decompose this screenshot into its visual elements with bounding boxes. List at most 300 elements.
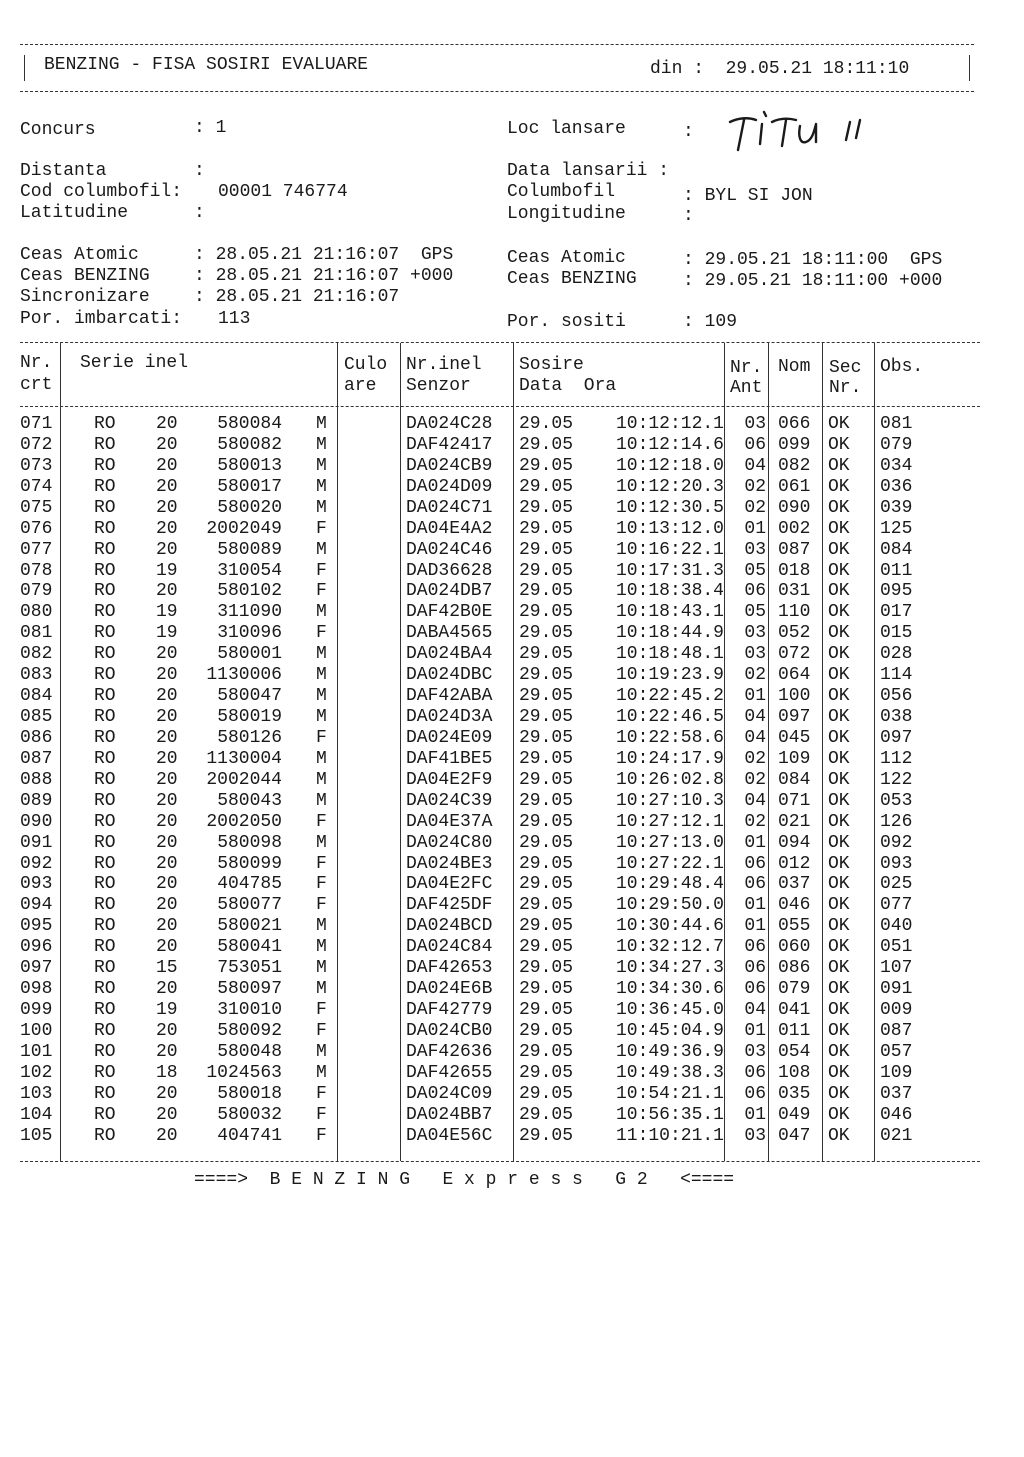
cell-sex: F xyxy=(316,1020,327,1041)
cell-nom: 041 xyxy=(778,1000,811,1021)
table-row xyxy=(0,602,1024,623)
table-row xyxy=(0,414,1024,435)
handwritten-location-signature xyxy=(726,108,886,158)
cell-nom: 064 xyxy=(778,665,811,686)
cell-sensor-id: DA024C80 xyxy=(406,832,493,853)
cell-arrival-date: 29.05 xyxy=(519,539,574,560)
table-top-rule xyxy=(20,342,980,343)
cell-nr-ant: 06 xyxy=(744,434,766,455)
cell-year: 20 xyxy=(156,937,178,958)
cell-sex: M xyxy=(316,539,327,560)
table-row xyxy=(0,644,1024,665)
cell-nom: 097 xyxy=(778,707,811,728)
cell-sec-nr: OK xyxy=(828,497,850,518)
cell-nr-crt: 094 xyxy=(20,895,53,916)
cell-arrival-date: 29.05 xyxy=(519,727,574,748)
cell-sex: F xyxy=(316,727,327,748)
cell-country: RO xyxy=(94,434,116,455)
cell-sensor-id: DA04E56C xyxy=(406,1125,493,1146)
cell-country: RO xyxy=(94,790,116,811)
cell-sec-nr: OK xyxy=(828,1083,850,1104)
cell-nr-ant: 06 xyxy=(744,874,766,895)
cell-arrival-date: 29.05 xyxy=(519,874,574,895)
cell-sex: F xyxy=(316,623,327,644)
cell-obs: 092 xyxy=(880,832,913,853)
cell-nom: 021 xyxy=(778,811,811,832)
cell-sec-nr: OK xyxy=(828,644,850,665)
cell-nr-ant: 05 xyxy=(744,560,766,581)
cell-nom: 100 xyxy=(778,686,811,707)
table-row xyxy=(0,728,1024,749)
cell-nr-ant: 01 xyxy=(744,895,766,916)
table-row xyxy=(0,456,1024,477)
cell-arrival-time: 11:10:21.1 xyxy=(615,1125,724,1146)
cell-arrival-date: 29.05 xyxy=(519,895,574,916)
cell-ring-number: 580019 xyxy=(217,707,282,728)
cell-country: RO xyxy=(94,853,116,874)
cell-arrival-time: 10:34:30.6 xyxy=(615,979,724,1000)
cell-country: RO xyxy=(94,581,116,602)
cell-nr-ant: 03 xyxy=(744,1041,766,1062)
cell-obs: 034 xyxy=(880,455,913,476)
document-title: BENZING - FISA SOSIRI EVALUARE xyxy=(44,55,369,75)
cell-sec-nr: OK xyxy=(828,686,850,707)
cell-nom: 047 xyxy=(778,1125,811,1146)
cell-sex: F xyxy=(316,1083,327,1104)
table-row xyxy=(0,979,1024,1000)
cell-year: 20 xyxy=(156,1083,178,1104)
cell-sensor-id: DA04E2FC xyxy=(406,874,493,895)
cell-nom: 049 xyxy=(778,1104,811,1125)
cell-sex: M xyxy=(316,790,327,811)
cell-obs: 097 xyxy=(880,727,913,748)
cell-year: 19 xyxy=(156,1000,178,1021)
cell-nr-ant: 02 xyxy=(744,748,766,769)
cell-sensor-id: DA024BCD xyxy=(406,916,493,937)
cell-arrival-date: 29.05 xyxy=(519,1020,574,1041)
cell-year: 20 xyxy=(156,1041,178,1062)
cell-obs: 025 xyxy=(880,874,913,895)
table-row xyxy=(0,749,1024,770)
cell-nom: 011 xyxy=(778,1020,811,1041)
cell-obs: 015 xyxy=(880,623,913,644)
cell-year: 20 xyxy=(156,1125,178,1146)
cell-nr-crt: 088 xyxy=(20,769,53,790)
cell-country: RO xyxy=(94,1041,116,1062)
table-row xyxy=(0,937,1024,958)
cell-nom: 071 xyxy=(778,790,811,811)
cell-year: 20 xyxy=(156,727,178,748)
cell-nom: 082 xyxy=(778,455,811,476)
col-header-nr-line1: Nr. xyxy=(20,353,53,373)
cell-nr-crt: 074 xyxy=(20,476,53,497)
cell-nom: 046 xyxy=(778,895,811,916)
col-header-culoare-line2: are xyxy=(344,376,377,396)
cell-ring-number: 404785 xyxy=(217,874,282,895)
cell-arrival-time: 10:49:36.9 xyxy=(615,1041,724,1062)
cell-arrival-date: 29.05 xyxy=(519,916,574,937)
cell-sec-nr: OK xyxy=(828,1104,850,1125)
cell-arrival-date: 29.05 xyxy=(519,1041,574,1062)
cell-arrival-time: 10:18:43.1 xyxy=(615,602,724,623)
cell-nr-ant: 06 xyxy=(744,1083,766,1104)
cell-sensor-id: DAF42636 xyxy=(406,1041,493,1062)
cell-year: 15 xyxy=(156,958,178,979)
concurs-value: : 1 xyxy=(194,118,227,138)
cell-sec-nr: OK xyxy=(828,1041,850,1062)
cell-year: 20 xyxy=(156,1020,178,1041)
cell-nom: 061 xyxy=(778,476,811,497)
ceas-benzing-departure-label: Ceas BENZING xyxy=(20,266,150,286)
report-datetime-label: din : xyxy=(650,59,705,79)
cell-obs: 114 xyxy=(880,665,913,686)
cell-arrival-date: 29.05 xyxy=(519,1062,574,1083)
footer-banner: ====> B E N Z I N G E x p r e s s G 2 <==== xyxy=(194,1170,735,1190)
table-row xyxy=(0,791,1024,812)
cell-nr-ant: 06 xyxy=(744,581,766,602)
cell-year: 20 xyxy=(156,665,178,686)
cell-obs: 036 xyxy=(880,476,913,497)
cell-ring-number: 580098 xyxy=(217,832,282,853)
cell-country: RO xyxy=(94,665,116,686)
cell-sec-nr: OK xyxy=(828,707,850,728)
cell-nr-ant: 02 xyxy=(744,769,766,790)
data-lansarii-label: Data lansarii : xyxy=(507,161,670,181)
cell-sec-nr: OK xyxy=(828,1062,850,1083)
table-row xyxy=(0,1042,1024,1063)
cell-country: RO xyxy=(94,1104,116,1125)
cell-nr-crt: 089 xyxy=(20,790,53,811)
cell-ring-number: 753051 xyxy=(217,958,282,979)
cell-sex: F xyxy=(316,581,327,602)
cell-nom: 110 xyxy=(778,602,811,623)
cell-sec-nr: OK xyxy=(828,895,850,916)
ceas-benzing-arrival-label: Ceas BENZING xyxy=(507,269,637,289)
cell-nom: 109 xyxy=(778,748,811,769)
cell-nr-crt: 092 xyxy=(20,853,53,874)
cell-obs: 028 xyxy=(880,644,913,665)
cell-sensor-id: DAF41BE5 xyxy=(406,748,493,769)
cell-arrival-time: 10:29:50.0 xyxy=(615,895,724,916)
cell-nr-ant: 01 xyxy=(744,1020,766,1041)
cell-country: RO xyxy=(94,895,116,916)
distanta-label: Distanta xyxy=(20,161,107,181)
cell-nom: 002 xyxy=(778,518,811,539)
col-header-nom: Nom xyxy=(778,357,811,377)
cell-sec-nr: OK xyxy=(828,434,850,455)
cell-year: 20 xyxy=(156,707,178,728)
cell-ring-number: 580032 xyxy=(217,1104,282,1125)
table-row xyxy=(0,1021,1024,1042)
cell-arrival-date: 29.05 xyxy=(519,518,574,539)
cell-nr-ant: 03 xyxy=(744,414,766,434)
cell-nr-ant: 01 xyxy=(744,686,766,707)
cell-nom: 079 xyxy=(778,979,811,1000)
cell-obs: 091 xyxy=(880,979,913,1000)
cell-nr-ant: 01 xyxy=(744,916,766,937)
cell-obs: 053 xyxy=(880,790,913,811)
cell-sensor-id: DA024C39 xyxy=(406,790,493,811)
cell-obs: 112 xyxy=(880,748,913,769)
cell-country: RO xyxy=(94,686,116,707)
cell-nr-ant: 05 xyxy=(744,602,766,623)
cell-nr-crt: 100 xyxy=(20,1020,53,1041)
cell-year: 20 xyxy=(156,790,178,811)
cell-year: 20 xyxy=(156,644,178,665)
cell-nom: 084 xyxy=(778,769,811,790)
cell-sex: M xyxy=(316,434,327,455)
cell-sec-nr: OK xyxy=(828,916,850,937)
cell-arrival-date: 29.05 xyxy=(519,769,574,790)
cell-nom: 094 xyxy=(778,832,811,853)
cell-sensor-id: DAF42B0E xyxy=(406,602,493,623)
cell-obs: 079 xyxy=(880,434,913,455)
cell-country: RO xyxy=(94,644,116,665)
cell-arrival-date: 29.05 xyxy=(519,560,574,581)
cell-arrival-time: 10:27:22.1 xyxy=(615,853,724,874)
cell-country: RO xyxy=(94,414,116,434)
table-row xyxy=(0,623,1024,644)
cell-sex: F xyxy=(316,1000,327,1021)
table-row xyxy=(0,1126,1024,1147)
cell-year: 20 xyxy=(156,916,178,937)
cell-nr-crt: 093 xyxy=(20,874,53,895)
ceas-atomic-departure-value: : 28.05.21 21:16:07 GPS xyxy=(194,245,454,265)
cell-obs: 039 xyxy=(880,497,913,518)
cell-sex: M xyxy=(316,1041,327,1062)
table-row xyxy=(0,1000,1024,1021)
cell-nr-crt: 078 xyxy=(20,560,53,581)
cell-nr-ant: 02 xyxy=(744,665,766,686)
cell-sec-nr: OK xyxy=(828,832,850,853)
cell-sex: F xyxy=(316,811,327,832)
table-row xyxy=(0,540,1024,561)
cod-columbofil-value: 00001 746774 xyxy=(218,182,348,202)
cell-arrival-date: 29.05 xyxy=(519,1125,574,1146)
columbofil-value: : BYL SI JON xyxy=(683,186,813,206)
cell-country: RO xyxy=(94,811,116,832)
cell-sec-nr: OK xyxy=(828,1000,850,1021)
cell-nr-ant: 03 xyxy=(744,644,766,665)
cell-ring-number: 2002044 xyxy=(206,769,282,790)
cell-year: 20 xyxy=(156,414,178,434)
cell-arrival-time: 10:18:44.9 xyxy=(615,623,724,644)
cell-sensor-id: DA04E4A2 xyxy=(406,518,493,539)
table-row xyxy=(0,958,1024,979)
cell-nom: 037 xyxy=(778,874,811,895)
table-row xyxy=(0,435,1024,456)
cell-nr-crt: 081 xyxy=(20,623,53,644)
cell-country: RO xyxy=(94,874,116,895)
cell-arrival-date: 29.05 xyxy=(519,811,574,832)
ceas-benzing-departure-value: : 28.05.21 21:16:07 +000 xyxy=(194,266,454,286)
cell-country: RO xyxy=(94,455,116,476)
cell-country: RO xyxy=(94,1020,116,1041)
cell-ring-number: 580099 xyxy=(217,853,282,874)
cell-nr-crt: 079 xyxy=(20,581,53,602)
table-header-rule xyxy=(20,406,980,407)
cell-ring-number: 311090 xyxy=(217,602,282,623)
cell-sex: M xyxy=(316,748,327,769)
ceas-atomic-arrival-value: : 29.05.21 18:11:00 GPS xyxy=(683,250,943,270)
cell-nr-ant: 06 xyxy=(744,1062,766,1083)
cell-country: RO xyxy=(94,1125,116,1146)
cell-country: RO xyxy=(94,916,116,937)
cell-nr-crt: 083 xyxy=(20,665,53,686)
cell-nr-ant: 06 xyxy=(744,979,766,1000)
cell-nr-crt: 082 xyxy=(20,644,53,665)
col-header-sec-line1: Sec xyxy=(829,358,862,378)
cell-nr-ant: 04 xyxy=(744,790,766,811)
cell-sex: M xyxy=(316,979,327,1000)
cell-obs: 084 xyxy=(880,539,913,560)
cell-arrival-time: 10:19:23.9 xyxy=(615,665,724,686)
cell-arrival-date: 29.05 xyxy=(519,790,574,811)
col-header-ant-line1: Nr. xyxy=(730,358,763,378)
cell-obs: 056 xyxy=(880,686,913,707)
cell-ring-number: 404741 xyxy=(217,1125,282,1146)
cell-sensor-id: DA024D09 xyxy=(406,476,493,497)
cell-sec-nr: OK xyxy=(828,476,850,497)
cell-ring-number: 580082 xyxy=(217,434,282,455)
table-row xyxy=(0,812,1024,833)
cell-sensor-id: DA024C28 xyxy=(406,414,493,434)
sositi-value: : 109 xyxy=(683,312,738,332)
cell-ring-number: 580013 xyxy=(217,455,282,476)
cell-nr-crt: 097 xyxy=(20,958,53,979)
cell-sex: F xyxy=(316,1125,327,1146)
col-header-nrinel-line1: Nr.inel xyxy=(406,355,482,375)
cell-nom: 086 xyxy=(778,958,811,979)
cell-nr-crt: 075 xyxy=(20,497,53,518)
table-row xyxy=(0,1063,1024,1084)
col-header-sosire-line2: Data Ora xyxy=(519,376,617,396)
table-row xyxy=(0,477,1024,498)
cell-nr-ant: 01 xyxy=(744,1104,766,1125)
cell-sensor-id: DA024C84 xyxy=(406,937,493,958)
cell-obs: 009 xyxy=(880,1000,913,1021)
cell-obs: 051 xyxy=(880,937,913,958)
cell-sensor-id: DABA4565 xyxy=(406,623,493,644)
cell-arrival-time: 10:30:44.6 xyxy=(615,916,724,937)
cell-sex: M xyxy=(316,414,327,434)
cell-nr-crt: 086 xyxy=(20,727,53,748)
loc-lansare-separator: : xyxy=(683,122,694,142)
header-right-bar xyxy=(969,55,970,81)
cell-sec-nr: OK xyxy=(828,518,850,539)
cell-country: RO xyxy=(94,727,116,748)
col-header-obs: Obs. xyxy=(880,357,924,377)
cell-country: RO xyxy=(94,958,116,979)
imbarcati-label: Por. imbarcati: xyxy=(20,309,183,329)
cell-nr-ant: 03 xyxy=(744,539,766,560)
cell-sensor-id: DAF42653 xyxy=(406,958,493,979)
cell-arrival-date: 29.05 xyxy=(519,748,574,769)
cell-arrival-time: 10:18:38.4 xyxy=(615,581,724,602)
cell-nr-crt: 087 xyxy=(20,748,53,769)
cell-year: 20 xyxy=(156,811,178,832)
cell-nr-crt: 104 xyxy=(20,1104,53,1125)
col-header-ant-line2: Ant xyxy=(730,378,763,398)
cell-sex: M xyxy=(316,832,327,853)
cell-ring-number: 580001 xyxy=(217,644,282,665)
cell-sec-nr: OK xyxy=(828,769,850,790)
cell-ring-number: 580021 xyxy=(217,916,282,937)
cell-arrival-date: 29.05 xyxy=(519,665,574,686)
cell-sex: M xyxy=(316,916,327,937)
cell-arrival-time: 10:18:48.1 xyxy=(615,644,724,665)
cell-sensor-id: DAF42417 xyxy=(406,434,493,455)
cell-nr-crt: 073 xyxy=(20,455,53,476)
cell-obs: 081 xyxy=(880,414,913,434)
cell-sensor-id: DA024CB0 xyxy=(406,1020,493,1041)
cell-arrival-date: 29.05 xyxy=(519,1083,574,1104)
cell-country: RO xyxy=(94,937,116,958)
cell-nom: 108 xyxy=(778,1062,811,1083)
table-row xyxy=(0,916,1024,937)
cell-arrival-time: 10:27:10.3 xyxy=(615,790,724,811)
cell-ring-number: 580089 xyxy=(217,539,282,560)
cell-year: 20 xyxy=(156,497,178,518)
cell-year: 20 xyxy=(156,748,178,769)
cell-nr-crt: 102 xyxy=(20,1062,53,1083)
cell-ring-number: 310010 xyxy=(217,1000,282,1021)
cell-year: 20 xyxy=(156,769,178,790)
table-row xyxy=(0,1084,1024,1105)
cell-arrival-time: 10:22:46.5 xyxy=(615,707,724,728)
cell-nr-ant: 04 xyxy=(744,455,766,476)
col-header-nrinel-line2: Senzor xyxy=(406,376,471,396)
concurs-label: Concurs xyxy=(20,120,96,140)
cell-ring-number: 580020 xyxy=(217,497,282,518)
cell-arrival-time: 10:12:18.0 xyxy=(615,455,724,476)
cell-nr-ant: 04 xyxy=(744,727,766,748)
cell-arrival-time: 10:12:30.5 xyxy=(615,497,724,518)
cell-obs: 122 xyxy=(880,769,913,790)
cell-ring-number: 580048 xyxy=(217,1041,282,1062)
cell-sensor-id: DA04E2F9 xyxy=(406,769,493,790)
cell-sec-nr: OK xyxy=(828,748,850,769)
cell-country: RO xyxy=(94,1083,116,1104)
cell-year: 20 xyxy=(156,686,178,707)
cell-sensor-id: DA024C71 xyxy=(406,497,493,518)
cell-sex: M xyxy=(316,602,327,623)
cell-sex: F xyxy=(316,895,327,916)
cell-country: RO xyxy=(94,1000,116,1021)
cell-nr-crt: 076 xyxy=(20,518,53,539)
cell-obs: 093 xyxy=(880,853,913,874)
cell-arrival-date: 29.05 xyxy=(519,497,574,518)
cell-arrival-date: 29.05 xyxy=(519,707,574,728)
table-row xyxy=(0,874,1024,895)
sositi-label: Por. sositi xyxy=(507,312,626,332)
cell-year: 20 xyxy=(156,539,178,560)
cell-nr-crt: 098 xyxy=(20,979,53,1000)
cell-ring-number: 580102 xyxy=(217,581,282,602)
cell-nom: 052 xyxy=(778,623,811,644)
cell-sec-nr: OK xyxy=(828,979,850,1000)
cell-nr-crt: 095 xyxy=(20,916,53,937)
cell-ring-number: 580097 xyxy=(217,979,282,1000)
sincronizare-label: Sincronizare xyxy=(20,287,150,307)
cell-sensor-id: DA024C09 xyxy=(406,1083,493,1104)
cell-arrival-time: 10:45:04.9 xyxy=(615,1020,724,1041)
cell-arrival-date: 29.05 xyxy=(519,414,574,434)
cell-nr-ant: 01 xyxy=(744,832,766,853)
cell-country: RO xyxy=(94,602,116,623)
cell-arrival-time: 10:17:31.3 xyxy=(615,560,724,581)
longitudine-separator: : xyxy=(683,206,694,226)
